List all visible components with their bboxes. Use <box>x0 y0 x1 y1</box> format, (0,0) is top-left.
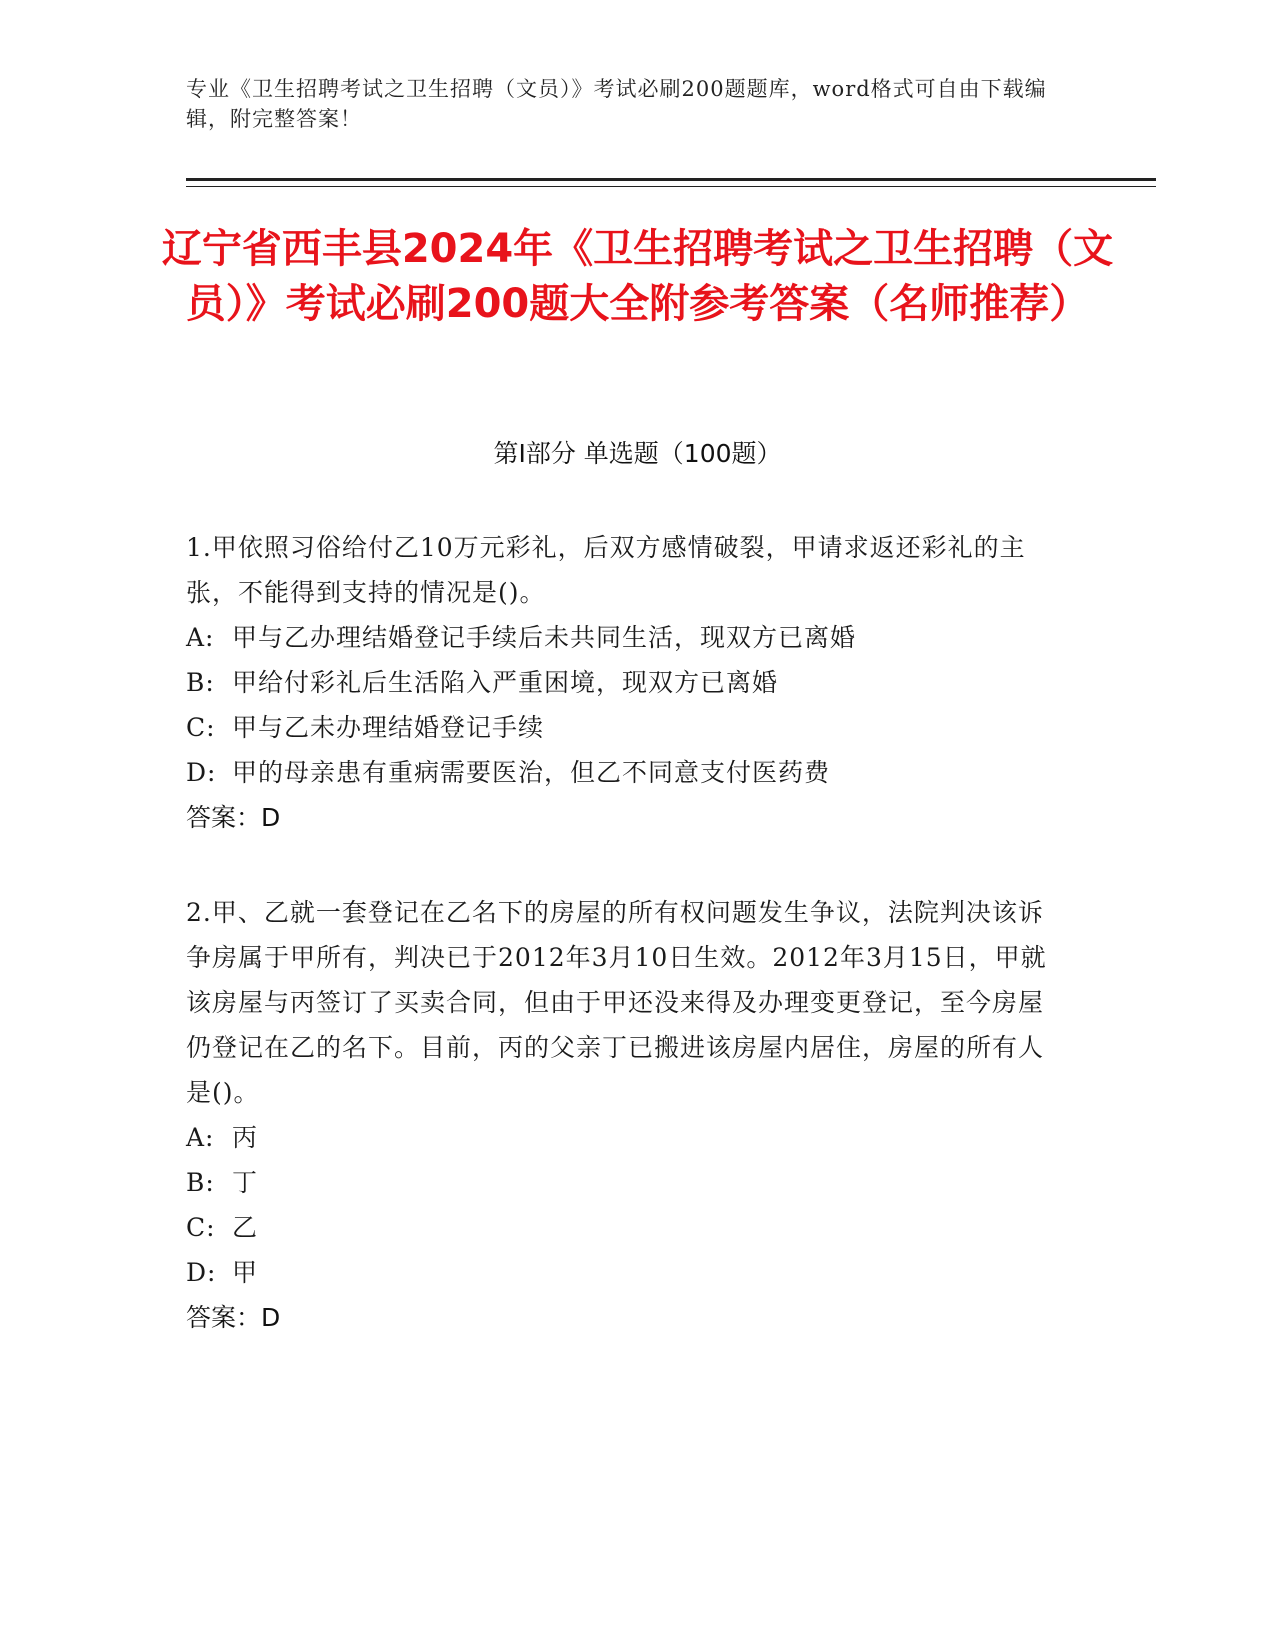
section-heading: 第Ⅰ部分 单选题（100题） <box>493 439 782 468</box>
option-d <box>186 750 1066 795</box>
option-key: A: <box>186 623 215 652</box>
option-c <box>186 705 1066 750</box>
answer-line: 答案：D <box>186 1303 281 1332</box>
header-note: 专业《卫生招聘考试之卫生招聘（文员）》考试必刷200题题库，word格式可自由下载编辑，附完整答案！ <box>186 77 1047 131</box>
header-rule-thin <box>186 186 1156 187</box>
option-text: 甲 <box>232 1258 259 1287</box>
option-key: D: <box>186 1258 217 1287</box>
option-a <box>186 615 1066 660</box>
option-text: 乙 <box>232 1213 259 1242</box>
header-rule-thick <box>186 178 1156 181</box>
option-c <box>186 1205 1066 1250</box>
option-key: D: <box>186 758 217 787</box>
option-text: 甲给付彩礼后生活陷入严重困境，现双方已离婚 <box>232 668 779 697</box>
document-title: 辽宁省西丰县2024年《卫生招聘考试之卫生招聘（文员）》考试必刷200题大全附参考答案（名师推荐） <box>161 226 1114 327</box>
answer-line: 答案：D <box>186 803 281 832</box>
question-text: 2.甲、乙就一套登记在乙名下的房屋的所有权问题发生争议，法院判决该诉争房属于甲所有，判决已于2012年3月10日生效。2012年3月15日，甲就该房屋与丙签订了买卖合同，但由于甲还没来得及办理变更登记，至今房屋仍登记在乙的名下。目前，丙的父亲丁已搬进该房屋内居住，房屋的所有人是()。 <box>186 898 1047 1107</box>
option-b <box>186 660 1066 705</box>
option-key: B: <box>186 668 215 697</box>
option-text: 甲与乙未办理结婚登记手续 <box>232 713 545 742</box>
option-a <box>186 1115 1066 1160</box>
option-text: 丙 <box>232 1123 259 1152</box>
option-key: A: <box>186 1123 215 1152</box>
question-2 <box>186 890 1066 1340</box>
question-1 <box>186 525 1066 840</box>
option-key: B: <box>186 1168 215 1197</box>
option-key: C: <box>186 713 216 742</box>
option-b <box>186 1160 1066 1205</box>
question-text: 1.甲依照习俗给付乙10万元彩礼，后双方感情破裂，甲请求返还彩礼的主张，不能得到支持的情况是()。 <box>186 533 1026 607</box>
option-text: 丁 <box>232 1168 259 1197</box>
option-d <box>186 1250 1066 1295</box>
option-text: 甲的母亲患有重病需要医治，但乙不同意支付医药费 <box>232 758 831 787</box>
option-key: C: <box>186 1213 216 1242</box>
option-text: 甲与乙办理结婚登记手续后未共同生活，现双方已离婚 <box>232 623 857 652</box>
